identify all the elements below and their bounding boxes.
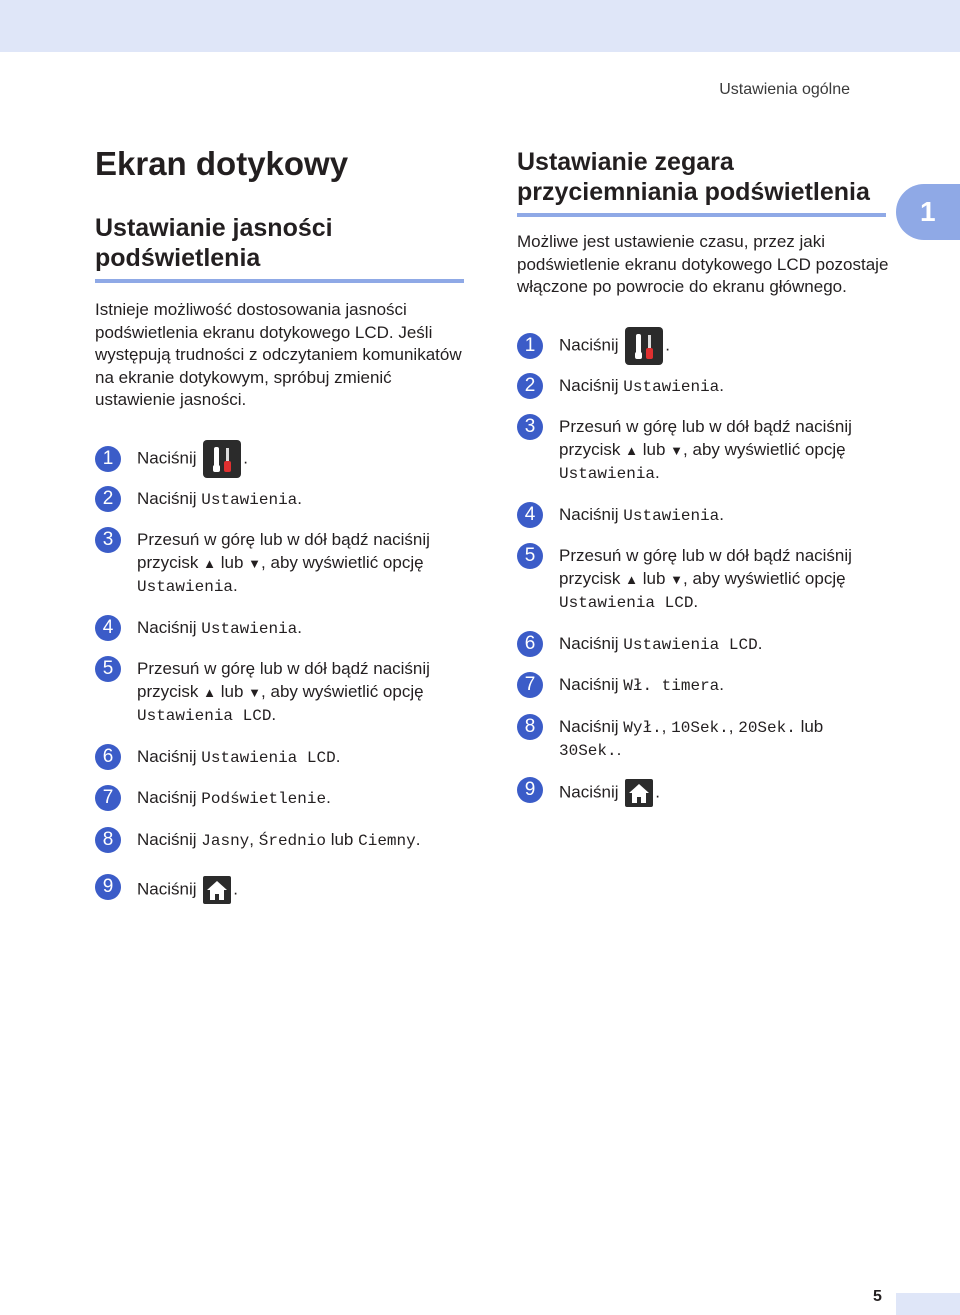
intro-dim-timer: Możliwe jest ustawienie czasu, przez jaki podświetlenie ekranu dotykowego LCD pozostaje włączone po powrocie do ekranu głównego. xyxy=(517,232,889,296)
up-arrow-icon: ▲ xyxy=(625,442,639,458)
step-number: 9 xyxy=(517,777,543,803)
down-arrow-icon: ▼ xyxy=(248,555,262,571)
step-number: 5 xyxy=(517,543,543,569)
footer-band xyxy=(896,1293,960,1315)
left-column xyxy=(95,145,475,904)
running-header: Ustawienia ogólne xyxy=(719,81,850,98)
home-icon xyxy=(203,876,231,904)
up-arrow-icon: ▲ xyxy=(625,571,639,587)
step: 9 Naciśnij . xyxy=(95,876,475,904)
step-number: 3 xyxy=(95,527,121,553)
step-number: 5 xyxy=(95,656,121,682)
up-arrow-icon: ▲ xyxy=(203,555,217,571)
steps-brightness xyxy=(95,440,475,905)
page-title: Ekran dotykowy xyxy=(95,145,349,182)
settings-tools-icon xyxy=(203,440,241,478)
section-title-dim-timer: Ustawianie zegara przyciemniania podświetlenia xyxy=(517,147,886,217)
step: 9 Naciśnij . xyxy=(517,779,897,807)
down-arrow-icon: ▼ xyxy=(248,684,262,700)
step: 4 Naciśnij Ustawienia. xyxy=(517,504,897,528)
home-icon xyxy=(625,779,653,807)
chapter-number: 1 xyxy=(920,196,936,227)
step-number: 3 xyxy=(517,414,543,440)
top-band xyxy=(0,0,960,52)
down-arrow-icon: ▼ xyxy=(670,571,684,587)
step-number: 4 xyxy=(95,615,121,641)
step-number: 2 xyxy=(517,373,543,399)
step: 8 Naciśnij Jasny, Średnio lub Ciemny. xyxy=(95,829,475,853)
step-number: 4 xyxy=(517,502,543,528)
step-number: 9 xyxy=(95,874,121,900)
step-number: 7 xyxy=(95,785,121,811)
step-number: 6 xyxy=(95,744,121,770)
step-text: Naciśnij xyxy=(137,447,197,467)
down-arrow-icon: ▼ xyxy=(670,442,684,458)
step: 5 Przesuń w górę lub w dół bądź naciśnij przycisk ▲ lub ▼, aby wyświetlić opcję Ustawienia LCD. xyxy=(517,545,897,615)
page-number: 5 xyxy=(873,1288,882,1305)
step: 6 Naciśnij Ustawienia LCD. xyxy=(517,633,897,657)
step-number: 6 xyxy=(517,631,543,657)
step: 3 Przesuń w górę lub w dół bądź naciśnij przycisk ▲ lub ▼, aby wyświetlić opcję Ustawienia. xyxy=(517,416,897,486)
step: 2 Naciśnij Ustawienia. xyxy=(517,375,897,399)
steps-dim-timer xyxy=(517,327,897,807)
step: 7 Naciśnij Wł. timera. xyxy=(517,674,897,698)
step: 1 Naciśnij . xyxy=(517,327,897,365)
section-title-brightness: Ustawianie jasności podświetlenia xyxy=(95,213,464,283)
step: 1 Naciśnij . xyxy=(95,440,475,478)
intro-brightness: Istnieje możliwość dostosowania jasności podświetlenia ekranu dotykowego LCD. Jeśli występują trudności z odczytaniem komunikatów na ekranie dotykowym, spróbuj zmienić ustawienie jasności. xyxy=(95,300,462,409)
up-arrow-icon: ▲ xyxy=(203,684,217,700)
step-number: 8 xyxy=(517,714,543,740)
step: 3 Przesuń w górę lub w dół bądź naciśnij przycisk ▲ lub ▼, aby wyświetlić opcję Ustawienia. xyxy=(95,529,475,599)
step-number: 2 xyxy=(95,486,121,512)
step-number: 1 xyxy=(95,446,121,472)
step: 6 Naciśnij Ustawienia LCD. xyxy=(95,746,475,770)
chapter-tab xyxy=(896,184,960,240)
step-number: 8 xyxy=(95,827,121,853)
right-column xyxy=(517,147,897,807)
settings-tools-icon xyxy=(625,327,663,365)
step: 5 Przesuń w górę lub w dół bądź naciśnij przycisk ▲ lub ▼, aby wyświetlić opcję Ustawienia LCD. xyxy=(95,658,475,728)
step-number: 7 xyxy=(517,672,543,698)
step: 4 Naciśnij Ustawienia. xyxy=(95,617,475,641)
step: 2 Naciśnij Ustawienia. xyxy=(95,488,475,512)
step: 7 Naciśnij Podświetlenie. xyxy=(95,787,475,811)
step: 8 Naciśnij Wył., 10Sek., 20Sek. lub 30Sek.. xyxy=(517,716,897,763)
step-number: 1 xyxy=(517,333,543,359)
